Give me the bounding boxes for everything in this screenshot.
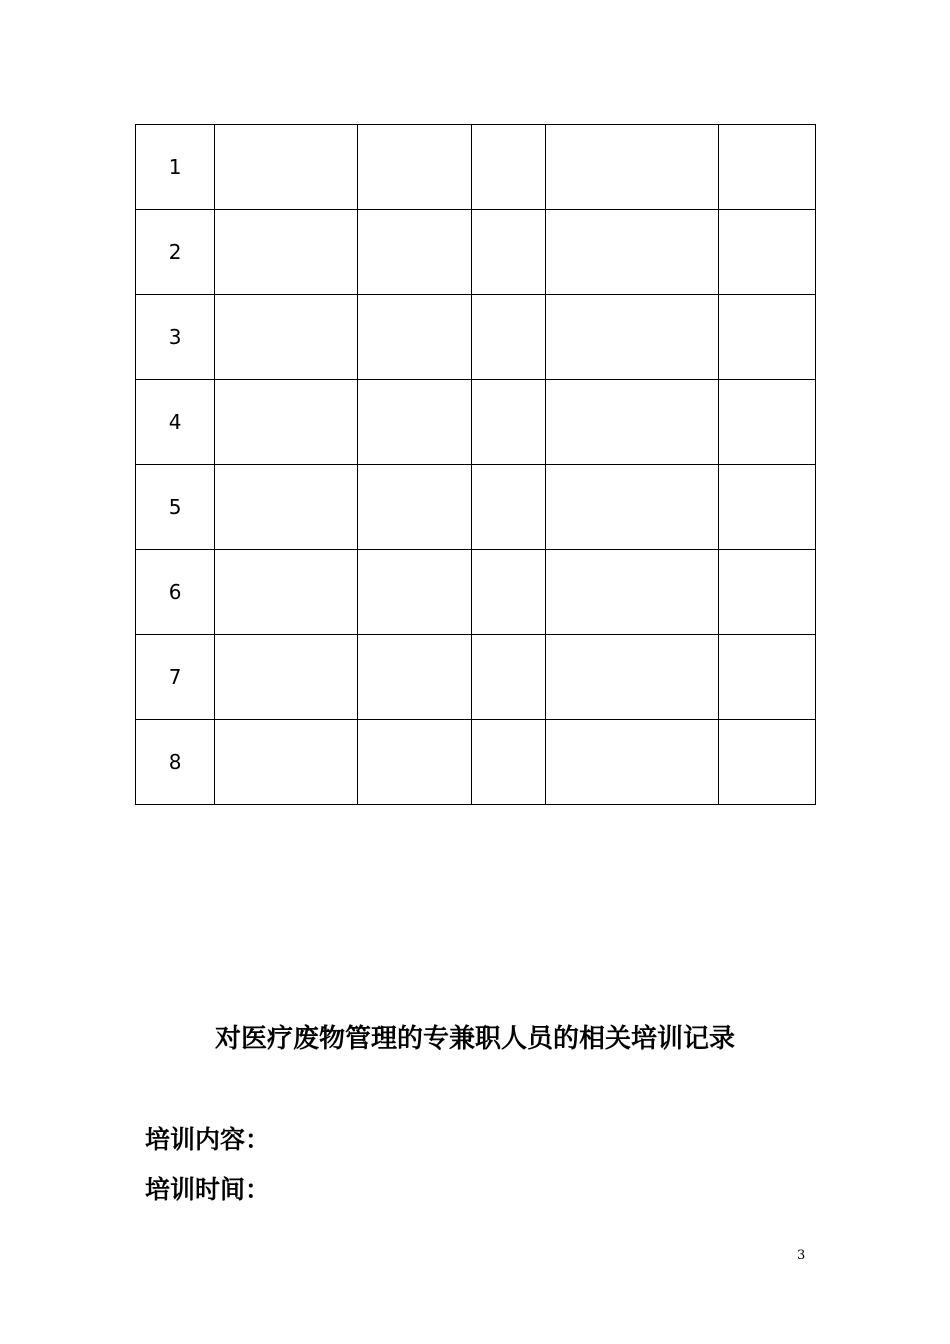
table-row (136, 125, 816, 210)
table-cell (545, 295, 718, 380)
table-cell (215, 635, 358, 720)
table-cell (357, 720, 472, 805)
table-cell (357, 210, 472, 295)
table-body (136, 125, 816, 805)
table-cell (718, 635, 815, 720)
table-cell (357, 295, 472, 380)
table-cell (472, 125, 545, 210)
table-cell (472, 550, 545, 635)
table-cell (357, 465, 472, 550)
row-number-cell: 4 (136, 380, 215, 465)
table-cell (718, 295, 815, 380)
table-cell (357, 125, 472, 210)
row-number-cell: 5 (136, 465, 215, 550)
table-cell (545, 465, 718, 550)
table-cell (545, 635, 718, 720)
table-row (136, 380, 816, 465)
training-record-table (135, 124, 816, 805)
table-row (136, 550, 816, 635)
table-row (136, 210, 816, 295)
table-cell (215, 720, 358, 805)
table-cell (718, 550, 815, 635)
table-cell (718, 125, 815, 210)
table-row (136, 295, 816, 380)
page-number: 3 (797, 1248, 806, 1263)
row-number-cell: 8 (136, 720, 215, 805)
table-cell (215, 465, 358, 550)
table-cell (472, 295, 545, 380)
table-row (136, 465, 816, 550)
table-row (136, 720, 816, 805)
table-cell (472, 635, 545, 720)
table-cell (215, 550, 358, 635)
table-cell (545, 125, 718, 210)
training-time-label: 培训时间： (145, 1175, 271, 1204)
table-cell (718, 465, 815, 550)
training-content-label: 培训内容： (145, 1125, 271, 1154)
table-cell (215, 125, 358, 210)
table-row (136, 635, 816, 720)
row-number-cell: 2 (136, 210, 215, 295)
table-cell (545, 720, 718, 805)
table-cell (357, 550, 472, 635)
row-number-cell: 1 (136, 125, 215, 210)
table-cell (215, 380, 358, 465)
table-cell (357, 635, 472, 720)
table-cell (718, 720, 815, 805)
table-cell (215, 295, 358, 380)
table-cell (215, 210, 358, 295)
row-number-cell: 7 (136, 635, 215, 720)
row-number-cell: 3 (136, 295, 215, 380)
table-cell (472, 465, 545, 550)
table-cell (472, 720, 545, 805)
table-cell (472, 210, 545, 295)
table-cell (718, 380, 815, 465)
table-cell (545, 380, 718, 465)
table-cell (718, 210, 815, 295)
table-cell (472, 380, 545, 465)
table-cell (357, 380, 472, 465)
document-title: 对医疗废物管理的专兼职人员的相关培训记录 (214, 1024, 735, 1054)
table-cell (545, 550, 718, 635)
table-cell (545, 210, 718, 295)
row-number-cell: 6 (136, 550, 215, 635)
